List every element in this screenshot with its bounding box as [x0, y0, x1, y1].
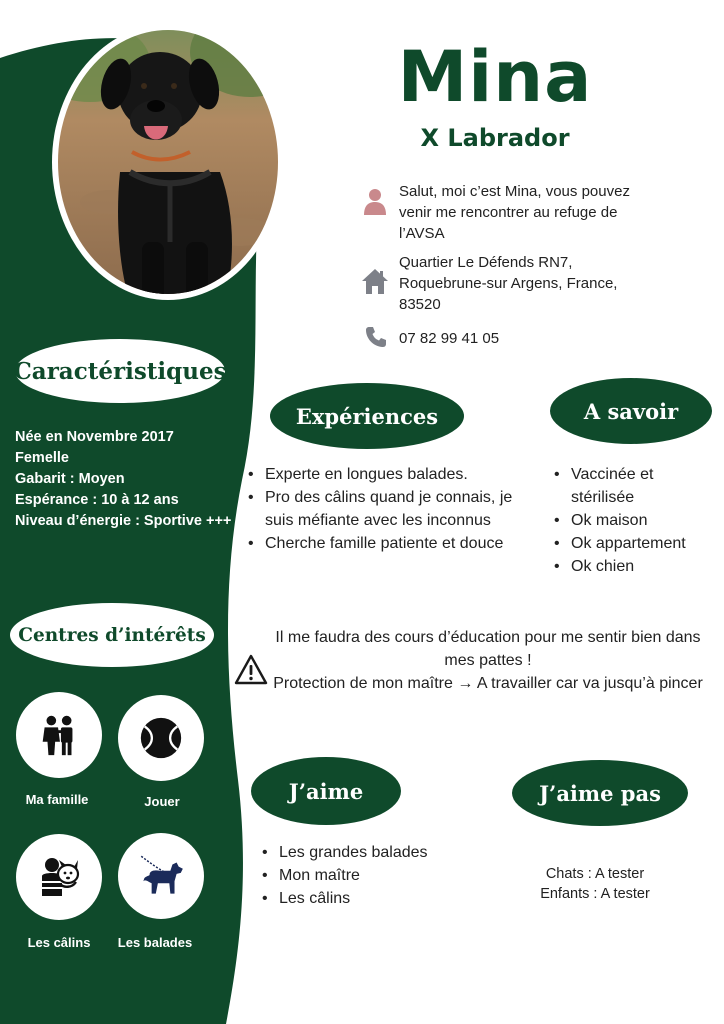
- warning-text: [270, 626, 706, 695]
- list-item: • Ok chien: [552, 555, 712, 578]
- interest-label-hugs: Les câlins: [27, 935, 91, 950]
- a-savoir-heading: A savoir: [550, 378, 712, 444]
- interest-family: [16, 692, 102, 778]
- list-item: • Vaccinée et stérilisée: [552, 463, 712, 509]
- interest-hugs: [16, 834, 102, 920]
- list-item: • Pro des câlins quand je connais, je suis méfiante avec les inconnus: [246, 486, 536, 532]
- phone-text: 07 82 99 41 05: [399, 330, 500, 347]
- list-item: Femelle: [15, 450, 69, 466]
- list-item: Chats : A tester: [545, 866, 645, 882]
- a-savoir-list: [552, 463, 712, 578]
- interest-walks: [118, 833, 204, 919]
- experiences-heading: Expériences: [270, 383, 464, 449]
- list-item: Gabarit : Moyen: [15, 471, 125, 487]
- list-item: • Cherche famille patiente et douce: [246, 532, 536, 555]
- dislikes-list: [510, 864, 680, 904]
- intro-text: Salut, moi c’est Mina, vous pouvez venir me rencontrer au refuge de l’AVSA: [399, 183, 630, 242]
- experiences-list: [246, 463, 536, 555]
- ball-icon: [137, 714, 185, 762]
- person-icon: [360, 186, 390, 216]
- list-item: • Les câlins: [260, 887, 480, 910]
- list-item: • Ok appartement: [552, 532, 712, 555]
- likes-heading: J’aime: [251, 757, 401, 825]
- warning-line-1: Il me faudra des cours d’éducation pour me sentir bien dans mes pattes !: [275, 629, 701, 669]
- warning-icon: [234, 654, 268, 686]
- address-text: Quartier Le Défends RN7, Roquebrune-sur Argens, France, 83520: [399, 254, 618, 313]
- list-item: Née en Novembre 2017: [15, 429, 174, 445]
- interest-play: [118, 695, 204, 781]
- warning-line-2: Protection de mon maître → A travailler car va jusqu’à pincer: [273, 675, 703, 692]
- house-icon: [360, 266, 390, 296]
- family-icon: [35, 711, 83, 759]
- pet-breed-subtitle: X Labrador: [420, 124, 570, 152]
- characteristics-list: [15, 427, 255, 532]
- list-item: • Les grandes balades: [260, 841, 480, 864]
- list-item: Enfants : A tester: [540, 886, 650, 902]
- characteristics-heading: Caractéristiques: [15, 339, 225, 403]
- interests-heading: Centres d’intérêts: [10, 603, 214, 667]
- list-item: Espérance : 10 à 12 ans: [15, 492, 179, 508]
- phone-icon: [364, 325, 388, 349]
- dog-photo: [50, 22, 286, 302]
- list-item: Niveau d’énergie : Sportive +++: [15, 513, 232, 529]
- hug-icon: [34, 852, 84, 902]
- list-item: • Ok maison: [552, 509, 712, 532]
- dislikes-heading: J’aime pas: [512, 760, 688, 826]
- list-item: • Mon maître: [260, 864, 480, 887]
- dog-walk-icon: [135, 850, 187, 902]
- interest-label-walks: Les balades: [117, 935, 193, 950]
- interest-label-family: Ma famille: [25, 792, 89, 807]
- likes-list: [260, 841, 480, 910]
- interest-label-play: Jouer: [144, 794, 180, 809]
- list-item: • Experte en longues balades.: [246, 463, 536, 486]
- pet-name-title: Mina: [397, 36, 593, 118]
